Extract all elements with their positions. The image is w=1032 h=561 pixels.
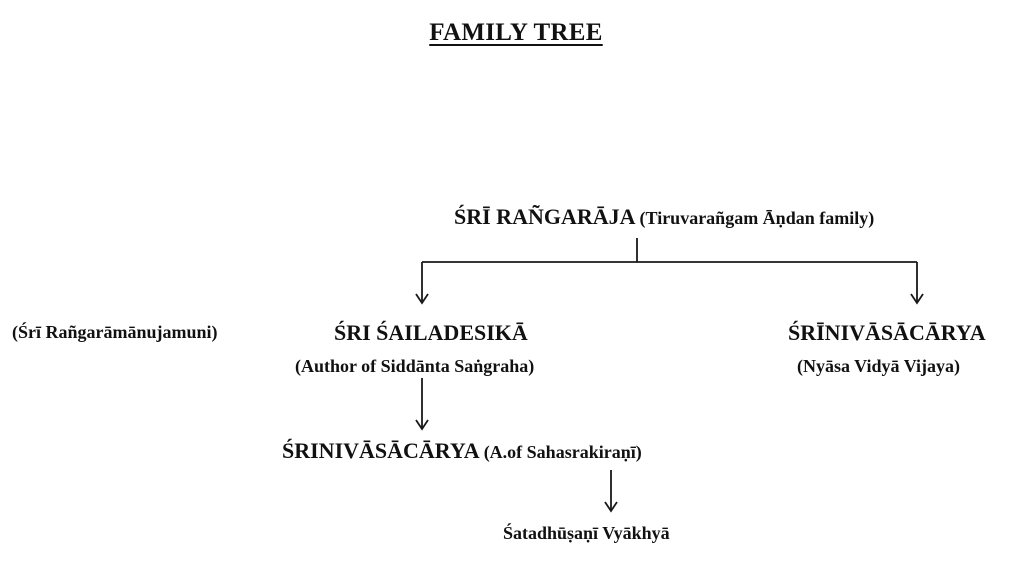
node-srinivasacarya-child-note: (A.of Sahasrakiraṇī) — [483, 442, 642, 462]
node-vyakhya: Śatadhūṣaṇī Vyākhyā — [503, 523, 670, 543]
node-srinivasacarya-right-name: ŚRĪNIVĀSĀCĀRYA — [788, 320, 986, 345]
node-sailadesika-note: (Author of Siddānta Saṅgraha) — [295, 356, 535, 376]
node-srinivasacarya-child-name: ŚRINIVĀSĀCĀRYA — [282, 438, 480, 463]
node-root — [454, 206, 874, 228]
node-aside: (Śrī Rañgarāmānujamuni) — [12, 322, 218, 342]
node-sailadesika-name: ŚRI ŚAILADESIKĀ — [334, 320, 528, 345]
node-root-name: ŚRĪ RAÑGARĀJA — [454, 204, 636, 229]
diagram-title: FAMILY TREE — [429, 19, 603, 46]
node-root-note: (Tiruvarañgam Āṇdan family) — [639, 208, 875, 228]
node-srinivasacarya-child — [282, 440, 642, 462]
node-srinivasacarya-right-note: (Nyāsa Vidyā Vijaya) — [797, 356, 961, 376]
